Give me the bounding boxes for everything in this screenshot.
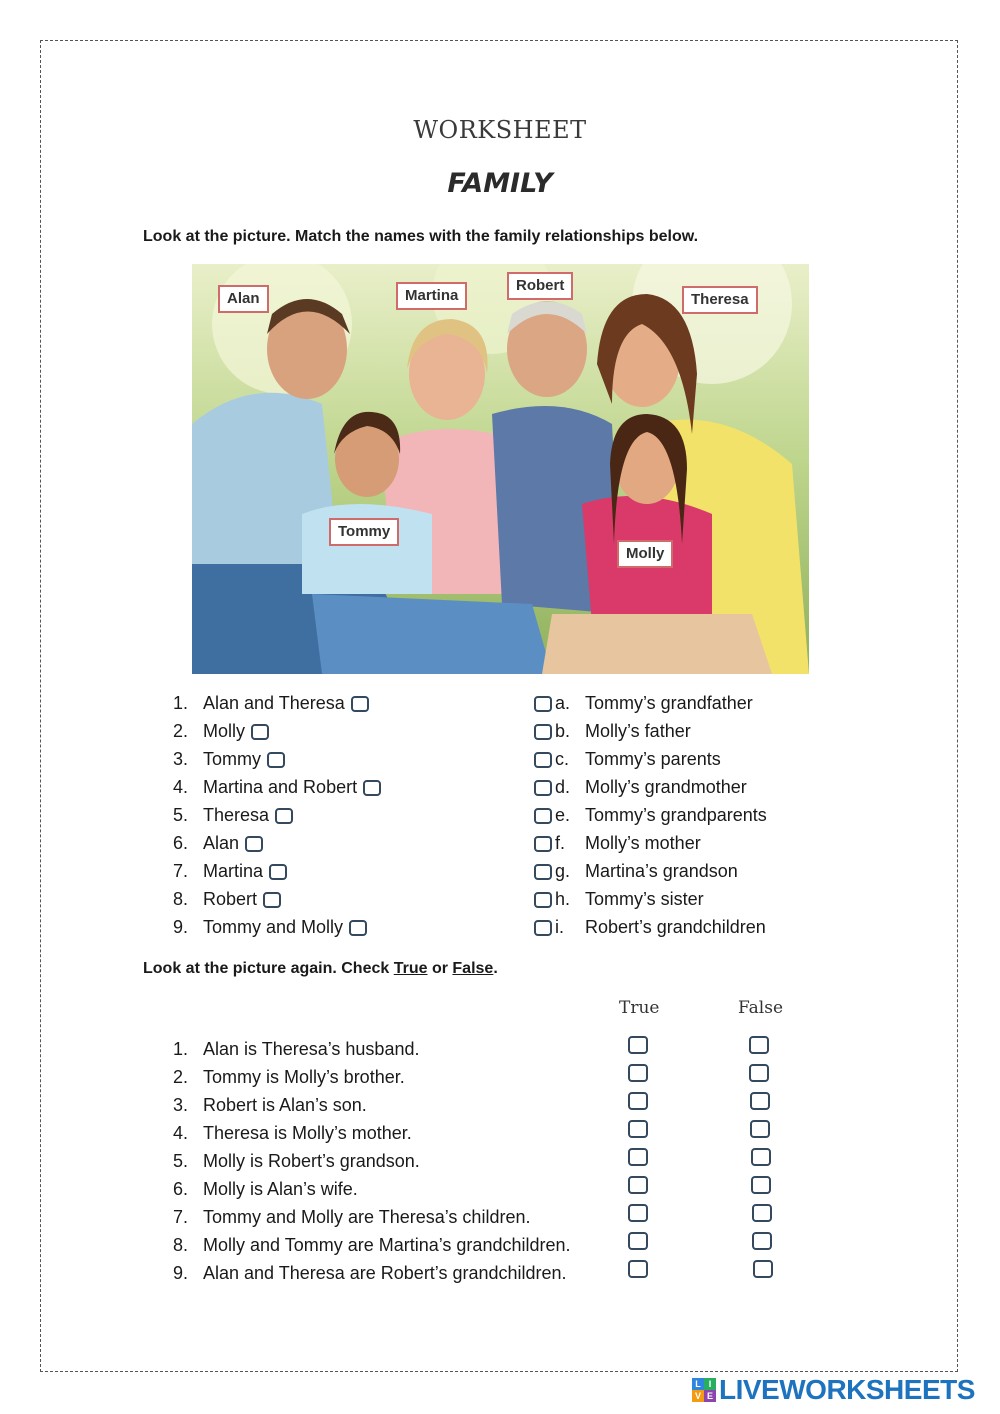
tag-robert: Robert [507, 272, 573, 300]
name-item: 3. Tommy [173, 746, 285, 772]
answer-box[interactable] [534, 864, 552, 880]
name-item: 1. Alan and Theresa [173, 690, 369, 716]
tag-alan: Alan [218, 285, 269, 313]
false-checkbox[interactable] [750, 1092, 770, 1110]
statement-item: 3. Robert is Alan’s son. [173, 1095, 367, 1115]
false-checkbox[interactable] [751, 1176, 771, 1194]
true-checkbox[interactable] [628, 1204, 648, 1222]
name-item: 7. Martina [173, 858, 287, 884]
instruction-true-false: Look at the picture again. Check True or False. [143, 960, 498, 977]
match-checkbox[interactable] [245, 836, 263, 852]
false-checkbox[interactable] [749, 1064, 769, 1082]
statement-item: 5. Molly is Robert’s grandson. [173, 1151, 420, 1171]
relationship-item: d. Molly’s grandmother [534, 774, 747, 800]
true-checkbox[interactable] [628, 1232, 648, 1250]
statement-item: 4. Theresa is Molly’s mother. [173, 1123, 412, 1143]
answer-box[interactable] [534, 892, 552, 908]
true-checkbox[interactable] [628, 1064, 648, 1082]
tag-molly: Molly [617, 540, 673, 568]
tag-martina: Martina [396, 282, 467, 310]
true-checkbox[interactable] [628, 1260, 648, 1278]
statement-item: 7. Tommy and Molly are Theresa’s children. [173, 1207, 531, 1227]
true-checkbox[interactable] [628, 1148, 648, 1166]
statement-item: 6. Molly is Alan’s wife. [173, 1179, 358, 1199]
name-item: 5. Theresa [173, 802, 293, 828]
match-checkbox[interactable] [275, 808, 293, 824]
answer-box[interactable] [534, 920, 552, 936]
answer-box[interactable] [534, 836, 552, 852]
tag-tommy: Tommy [329, 518, 399, 546]
liveworksheets-logo[interactable] [692, 1373, 975, 1407]
answer-box[interactable] [534, 696, 552, 712]
logo-text: LIVEWORKSHEETS [719, 1374, 975, 1405]
true-column-header: True [619, 998, 660, 1018]
answer-box[interactable] [534, 780, 552, 796]
match-checkbox[interactable] [251, 724, 269, 740]
relationship-item: f. Molly’s mother [534, 830, 701, 856]
false-column-header: False [738, 998, 783, 1018]
relationship-item: a. Tommy’s grandfather [534, 690, 753, 716]
false-checkbox[interactable] [749, 1036, 769, 1054]
false-checkbox[interactable] [750, 1120, 770, 1138]
worksheet-subtitle: FAMILY [447, 168, 553, 199]
statement-item: 1. Alan is Theresa’s husband. [173, 1039, 420, 1059]
name-item: 9. Tommy and Molly [173, 914, 367, 940]
false-checkbox[interactable] [753, 1260, 773, 1278]
logo-mark-icon: L I V E [692, 1378, 716, 1402]
true-checkbox[interactable] [628, 1120, 648, 1138]
answer-box[interactable] [534, 752, 552, 768]
match-checkbox[interactable] [263, 892, 281, 908]
statement-item: 8. Molly and Tommy are Martina’s grandchildren. [173, 1235, 571, 1255]
true-checkbox[interactable] [628, 1092, 648, 1110]
family-photo [192, 264, 809, 674]
family-photo-illustration [192, 264, 809, 674]
instruction-match: Look at the picture. Match the names with the family relationships below. [143, 228, 699, 245]
false-checkbox[interactable] [752, 1232, 772, 1250]
name-item: 2. Molly [173, 718, 269, 744]
true-checkbox[interactable] [628, 1036, 648, 1054]
statement-item: 9. Alan and Theresa are Robert’s grandchildren. [173, 1263, 567, 1283]
answer-box[interactable] [534, 808, 552, 824]
match-checkbox[interactable] [363, 780, 381, 796]
relationship-item: c. Tommy’s parents [534, 746, 721, 772]
statement-item: 2. Tommy is Molly’s brother. [173, 1067, 405, 1087]
match-checkbox[interactable] [349, 920, 367, 936]
worksheet-title: WORKSHEET [413, 116, 587, 144]
name-item: 8. Robert [173, 886, 281, 912]
relationship-item: b. Molly’s father [534, 718, 691, 744]
match-checkbox[interactable] [269, 864, 287, 880]
relationship-item: e. Tommy’s grandparents [534, 802, 767, 828]
false-checkbox[interactable] [752, 1204, 772, 1222]
answer-box[interactable] [534, 724, 552, 740]
relationship-item: h. Tommy’s sister [534, 886, 704, 912]
match-checkbox[interactable] [351, 696, 369, 712]
name-item: 4. Martina and Robert [173, 774, 381, 800]
match-checkbox[interactable] [267, 752, 285, 768]
name-item: 6. Alan [173, 830, 263, 856]
relationship-item: i. Robert’s grandchildren [534, 914, 766, 940]
tag-theresa: Theresa [682, 286, 758, 314]
false-checkbox[interactable] [751, 1148, 771, 1166]
relationship-item: g. Martina’s grandson [534, 858, 738, 884]
true-checkbox[interactable] [628, 1176, 648, 1194]
